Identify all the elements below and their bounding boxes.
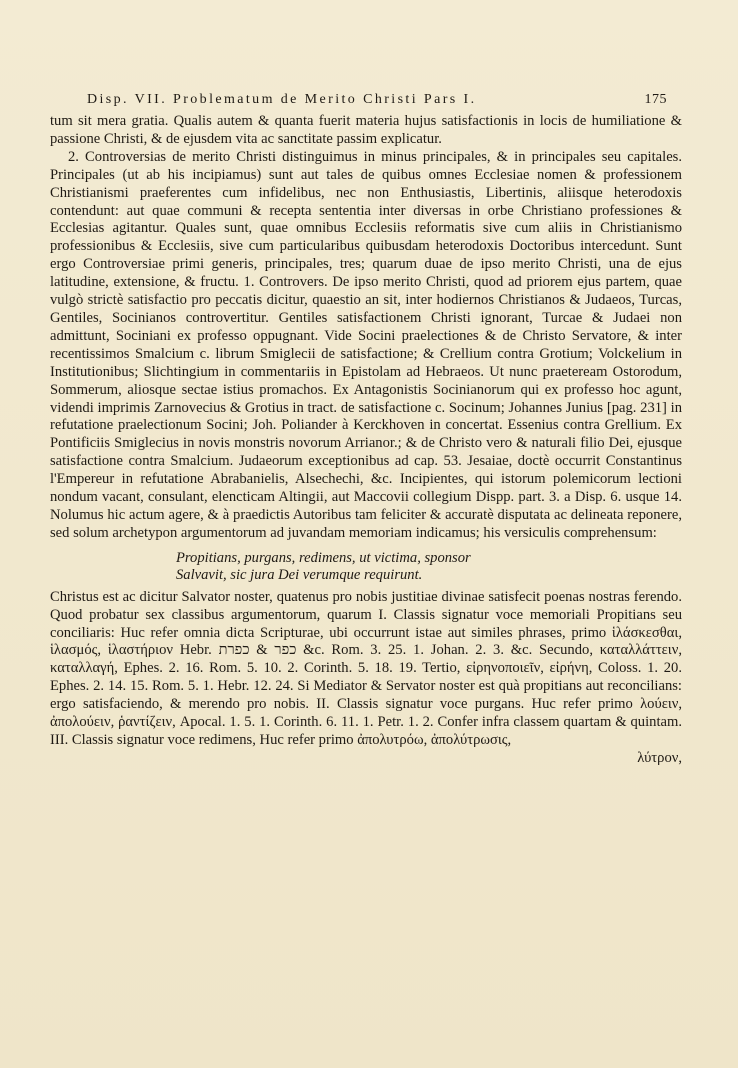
paragraph-section-2: 2. Controversias de merito Christi distinguimus in minus principales, & in principales seu capitales. Principales (ut ab his incipiamus) sunt aut tales de quibus omnes Ecclesiae nomen & professionem Christianismi praeferentes cum infidelibus, nec non Enthusiastis, Libertinis, aliisque heterodoxis contendunt: aut quae communi & recepta sententia inter diversas in orbe Christiano professiones & Ecclesias agitantur. Quales sunt, quae omnibus Ecclesiis reformatis sive cum aliis in Christianismo professionibus & Ecclesiis, sive cum particularibus quibusdam heterodoxis Doctoribus intercedunt. Sunt ergo Controversiae primi generis, principales, tres; quarum duae de ipso merito Christi, una de ejus latitudine, extensione, & fructu. 1. Controvers. De ipso merito Christi, quod ad priorem ejus partem, quae vulgò strictè satisfactio pro peccatis dicitur, quaestio an sit, inter hodiernos Christianos & Judaeos, Turcas, Gentiles, Socinianos controvertitur. Gentiles satisfactionem Christi ignorant, Turcae & Judaei non admittunt, Sociniani ex professo oppugnant. Vide Socini praelectiones & de Christo Servatore, & inter recentissimos Smalcium c. librum Smiglecii de satisfactione; & Crellium contra Grotium; Volckelium in Institutionibus; Slichtingium in commentariis in Epistolam ad Hebraeos. Ut nunc praeteream Ostorodum, Sommerum, aliosque sectae istius promachos. Ex Antagonistis Socinianorum qui ex professo hoc agunt, videndi imprimis Zarnovecius & Grotius in tract. de satisfactione c. Socinum; Johannes Junius [pag. 231] in refutatione praelectionum Socini; Joh. Poliander à Kerckhoven in concertat. Essenius contra Grellium. Ex Pontificiis Smiglecius in novis monstris novorum Arrianor.; & de Christo vero & naturali filio Dei, ejusque satisfactione contra Smalcium. Judaeorum exceptionibus ad cap. 53. Jesaiae, doctè occurrit Constantinus l'Empereur in refutatione Abrabanielis, Alsechechi, &c. Incipientes, qui istorum polemicorum lectioni nondum vacant, consulant, elencticam Altingii, aut Maccovii collegium Dispp. part. 3. a Disp. 6. usque 14. Nolumus hic actum agere, & à praedictis Autoribus tam feliciter & accuratè disputata ac delineata reponere, sed solum archetypon argumentorum ad juvandam memoriam indicamus; his versiculis comprehensum: xyxy=(50,148,682,541)
page-body xyxy=(50,113,682,768)
running-header xyxy=(87,92,667,108)
header-title: Disp. VII. Problematum de Merito Christi Pars I. xyxy=(87,92,477,107)
paragraph-closing: Christus est ac dicitur Salvator noster, quatenus pro nobis justitiae divinae satisfecit poenas nostras ferendo. Quod probatur sex classibus argumentorum, quarum I. Classis signatur voce memoriali Propitians seu conciliaris: Huc refer omnia dicta Scripturae, ubi occurrunt istae aut similes phrases, primo ἱλάσκεσθαι, ἱλασμός, ἱλαστήριον Hebr. כפר & כפרת &c. Rom. 3. 25. 1. Johan. 2. 3. &c. Secundo, καταλλάττειν, καταλλαγή, Ephes. 2. 16. Rom. 5. 10. 2. Corinth. 5. 18. 19. Tertio, εἰρηνοποιεῖν, εἰρήνη, Coloss. 1. 20. Ephes. 2. 14. 15. Rom. 5. 1. Hebr. 12. 24. Si Mediator & Servator noster est quà propitians aut reconcilians: ergo satisfaciendo, & merendo pro nobis. II. Classis signatur voce purgans. Huc refer primo λούειν, ἀπολούειν, ῥαντίζειν, Apocal. 1. 5. 1. Corinth. 6. 11. 1. Petr. 1. 2. Confer infra classem quartam & quintam. III. Classis signatur voce redimens, Huc refer primo ἀπολυτρόω, ἀπολύτρωσις, xyxy=(50,588,682,748)
page-number: 175 xyxy=(644,92,667,107)
mnemonic-verse xyxy=(50,550,682,584)
paragraph-continuation: tum sit mera gratia. Qualis autem & quanta fuerit materia hujus satisfactionis in locis de humiliatione & passione Christi, & de ejusdem vita ac sanctitate passim explicatur. xyxy=(50,113,682,147)
catchword: λύτρον, xyxy=(637,749,682,766)
verse-line: Salvavit, sic jura Dei verumque requirunt. xyxy=(176,566,423,583)
verse-line: Propitians, purgans, redimens, ut victima, sponsor xyxy=(176,549,471,566)
